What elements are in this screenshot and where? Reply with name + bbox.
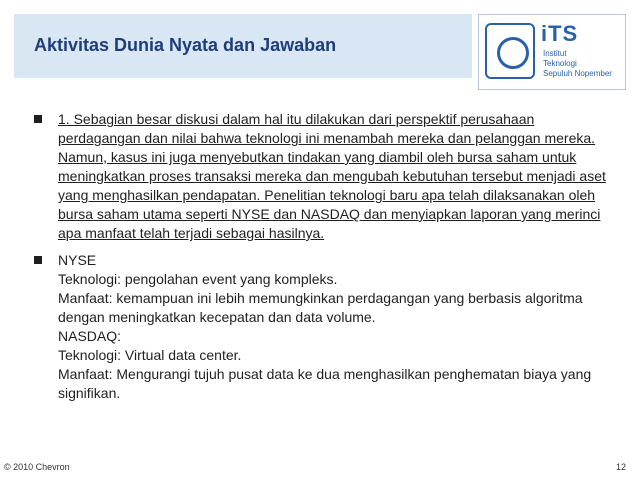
logo-line-2: Teknologi [543,59,577,68]
logo-line-1: Institut [543,49,567,58]
its-logo [478,14,626,90]
bullet-1 [32,110,612,243]
nasdaq-heading: NASDAQ: [58,328,122,344]
slide-content [32,110,612,411]
title-bar [14,14,472,78]
logo-line-3: Sepuluh Nopember [543,69,612,78]
logo-abbr: iTS [541,21,579,46]
nasdaq-technology: Teknologi: Virtual data center. [58,347,242,363]
slide-title: Aktivitas Dunia Nyata dan Jawaban [34,35,337,55]
page-number: 12 [615,462,626,472]
nyse-technology: Teknologi: pengolahan event yang kompleks. [58,271,338,287]
footer-copyright: © 2010 Chevron [4,462,70,472]
nyse-heading: NYSE [58,252,97,268]
square-bullet-icon [34,256,42,264]
nyse-benefit: Manfaat: kemampuan ini lebih memungkinkan perdagangan yang berbasis algoritma dengan meningkatkan kecepatan dan data volume. [58,290,583,325]
nasdaq-benefit: Manfaat: Mengurangi tujuh pusat data ke dua menghasilkan penghematan biaya yang signifikan. [58,366,592,401]
square-bullet-icon [34,115,42,123]
bullet-2 [32,251,612,403]
bullet-1-text: 1. Sebagian besar diskusi dalam hal itu dilakukan dari perspektif perusahaan perdagangan dan nilai bahwa teknologi ini menambah mereka dan pelanggan mereka. Namun, kasus ini juga menyebutkan tindakan yang diambil oleh bursa saham untuk meningkatkan proses transaksi mereka dan mengubah kebutuhan tersebut menjadi aset yang menghasilkan pendapatan. Penelitian teknologi baru apa telah dilaksanakan oleh bursa saham utama seperti NYSE dan NASDAQ dan menyiapkan laporan yang merinci apa manfaat telah terjadi sebagai hasilnya. [58,111,606,241]
its-seal-icon [485,23,535,79]
